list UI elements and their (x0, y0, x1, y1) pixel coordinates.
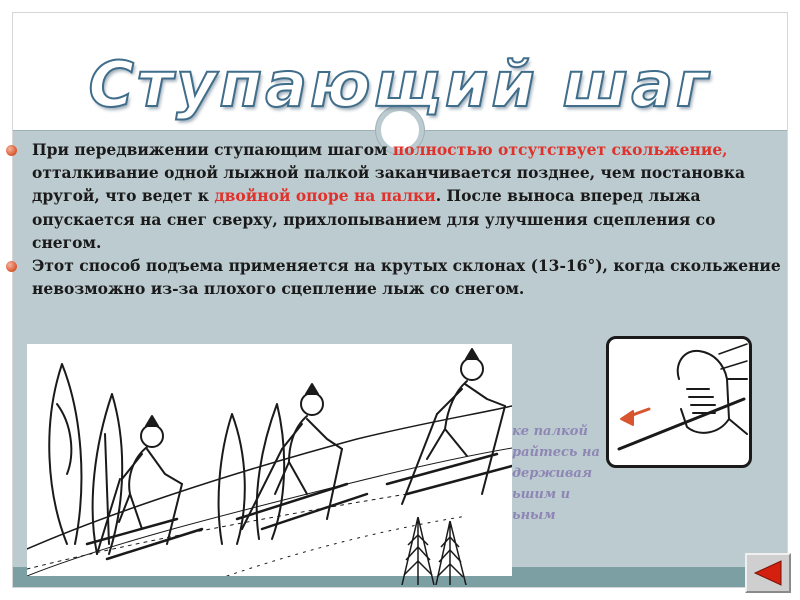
slide-title: Ступающий шаг (88, 48, 712, 121)
pole-grip-illustration (606, 336, 752, 468)
faded-note-line: ьшим и (512, 487, 571, 502)
faded-note-line: райтесь на (512, 445, 600, 460)
faded-note-line: ке палкой (512, 424, 588, 439)
faded-note-line: держивая (512, 466, 593, 481)
bullet-icon (6, 261, 17, 272)
paragraph-usage (32, 254, 784, 300)
highlight-double-support: двойной опоре на палки (214, 186, 436, 206)
bullet-icon (6, 145, 17, 156)
paragraph-technique (32, 138, 784, 254)
highlight-no-glide: полностью отсутствует скольжение, (392, 140, 728, 159)
back-arrow-icon (751, 558, 785, 588)
spruce-trees-illustration (398, 515, 472, 585)
paragraph-2-text: Этот способ подъема применяется на крутых склонах (13-16°), когда скольжение невозможно из-за плохого сцепление лыж со снегом. (32, 256, 781, 299)
back-button[interactable] (745, 553, 791, 593)
paragraph-1-text-c: . После выноса вперед лыжа опускается на снег сверху, прихлопыванием для улучшения сцепления со снегом. (32, 186, 716, 252)
paragraph-1-text-b: отталкивание одной лыжной палкой заканчивается позднее, чем постановка другой, что ведет к (32, 163, 746, 206)
slide-body (32, 138, 784, 300)
paragraph-1-text-a: При передвижении ступающим шагом (32, 140, 393, 159)
faded-note-line: ьным (512, 508, 556, 523)
